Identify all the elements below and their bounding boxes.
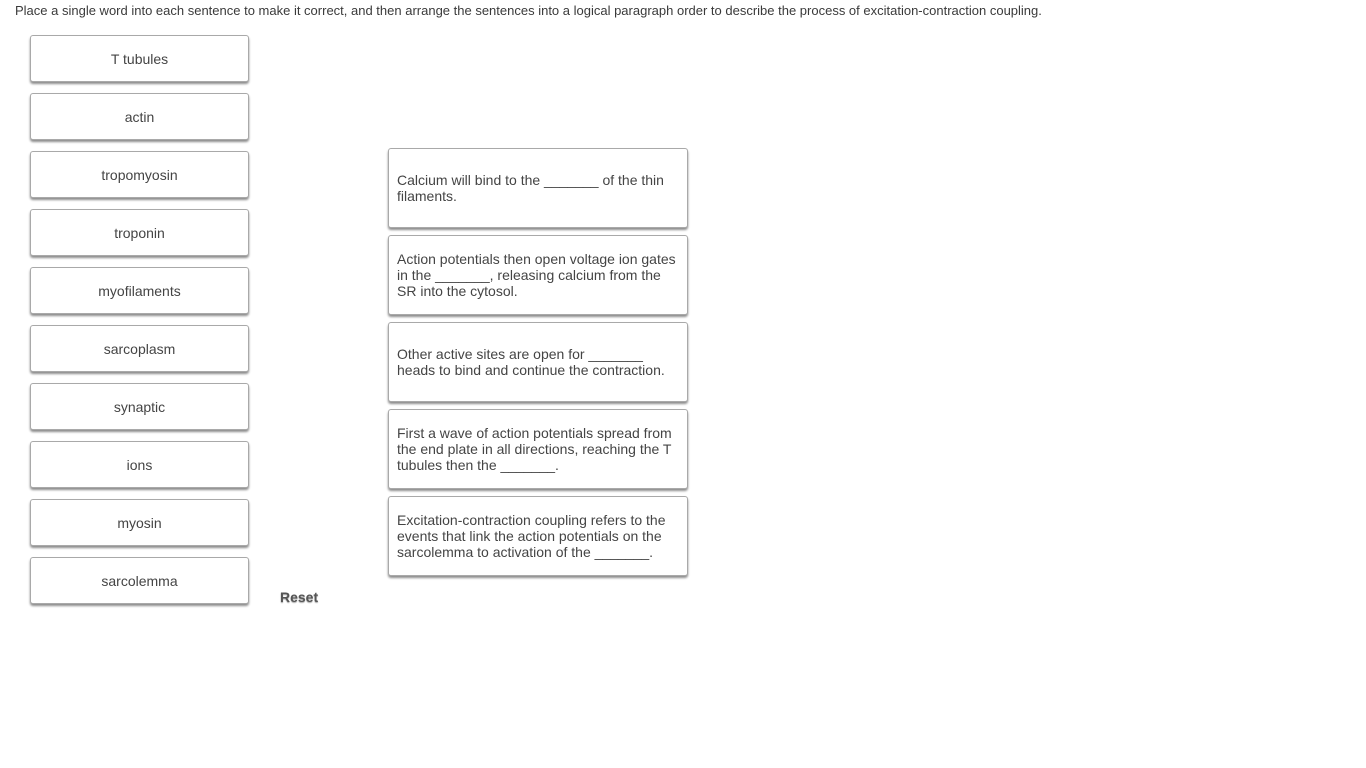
word-tile-myofilaments[interactable]: myofilaments [30, 267, 249, 314]
instructions-text: Place a single word into each sentence to make it correct, and then arrange the sentences into a logical paragraph order to describe the process of excitation-contraction coupling. [15, 3, 1042, 18]
sentence-list [388, 148, 688, 583]
sentence-card-3[interactable] [388, 322, 688, 402]
sentence-text: Other active sites are open for _______ heads to bind and continue the contraction. [397, 346, 665, 378]
word-tile-troponin[interactable]: troponin [30, 209, 249, 256]
sentence-text: Excitation-contraction coupling refers to the events that link the action potentials on the sarcolemma to activation of the _______. [397, 512, 666, 560]
word-bank [30, 35, 249, 615]
word-tile-actin[interactable]: actin [30, 93, 249, 140]
sentence-card-1[interactable] [388, 148, 688, 228]
sentence-card-4[interactable] [388, 409, 688, 489]
sentence-card-5[interactable] [388, 496, 688, 576]
word-tile-tropomyosin[interactable]: tropomyosin [30, 151, 249, 198]
word-tile-t-tubules[interactable]: T tubules [30, 35, 249, 82]
word-tile-sarcolemma[interactable]: sarcolemma [30, 557, 249, 604]
sentence-text: First a wave of action potentials spread from the end plate in all directions, reaching the T tubules then the _______. [397, 425, 672, 473]
reset-button[interactable]: Reset [280, 589, 319, 605]
word-tile-synaptic[interactable]: synaptic [30, 383, 249, 430]
sentence-card-2[interactable] [388, 235, 688, 315]
word-tile-sarcoplasm[interactable]: sarcoplasm [30, 325, 249, 372]
word-tile-myosin[interactable]: myosin [30, 499, 249, 546]
sentence-text: Action potentials then open voltage ion gates in the _______, releasing calcium from the SR into the cytosol. [397, 251, 676, 299]
word-tile-ions[interactable]: ions [30, 441, 249, 488]
sentence-text: Calcium will bind to the _______ of the thin filaments. [397, 172, 664, 204]
